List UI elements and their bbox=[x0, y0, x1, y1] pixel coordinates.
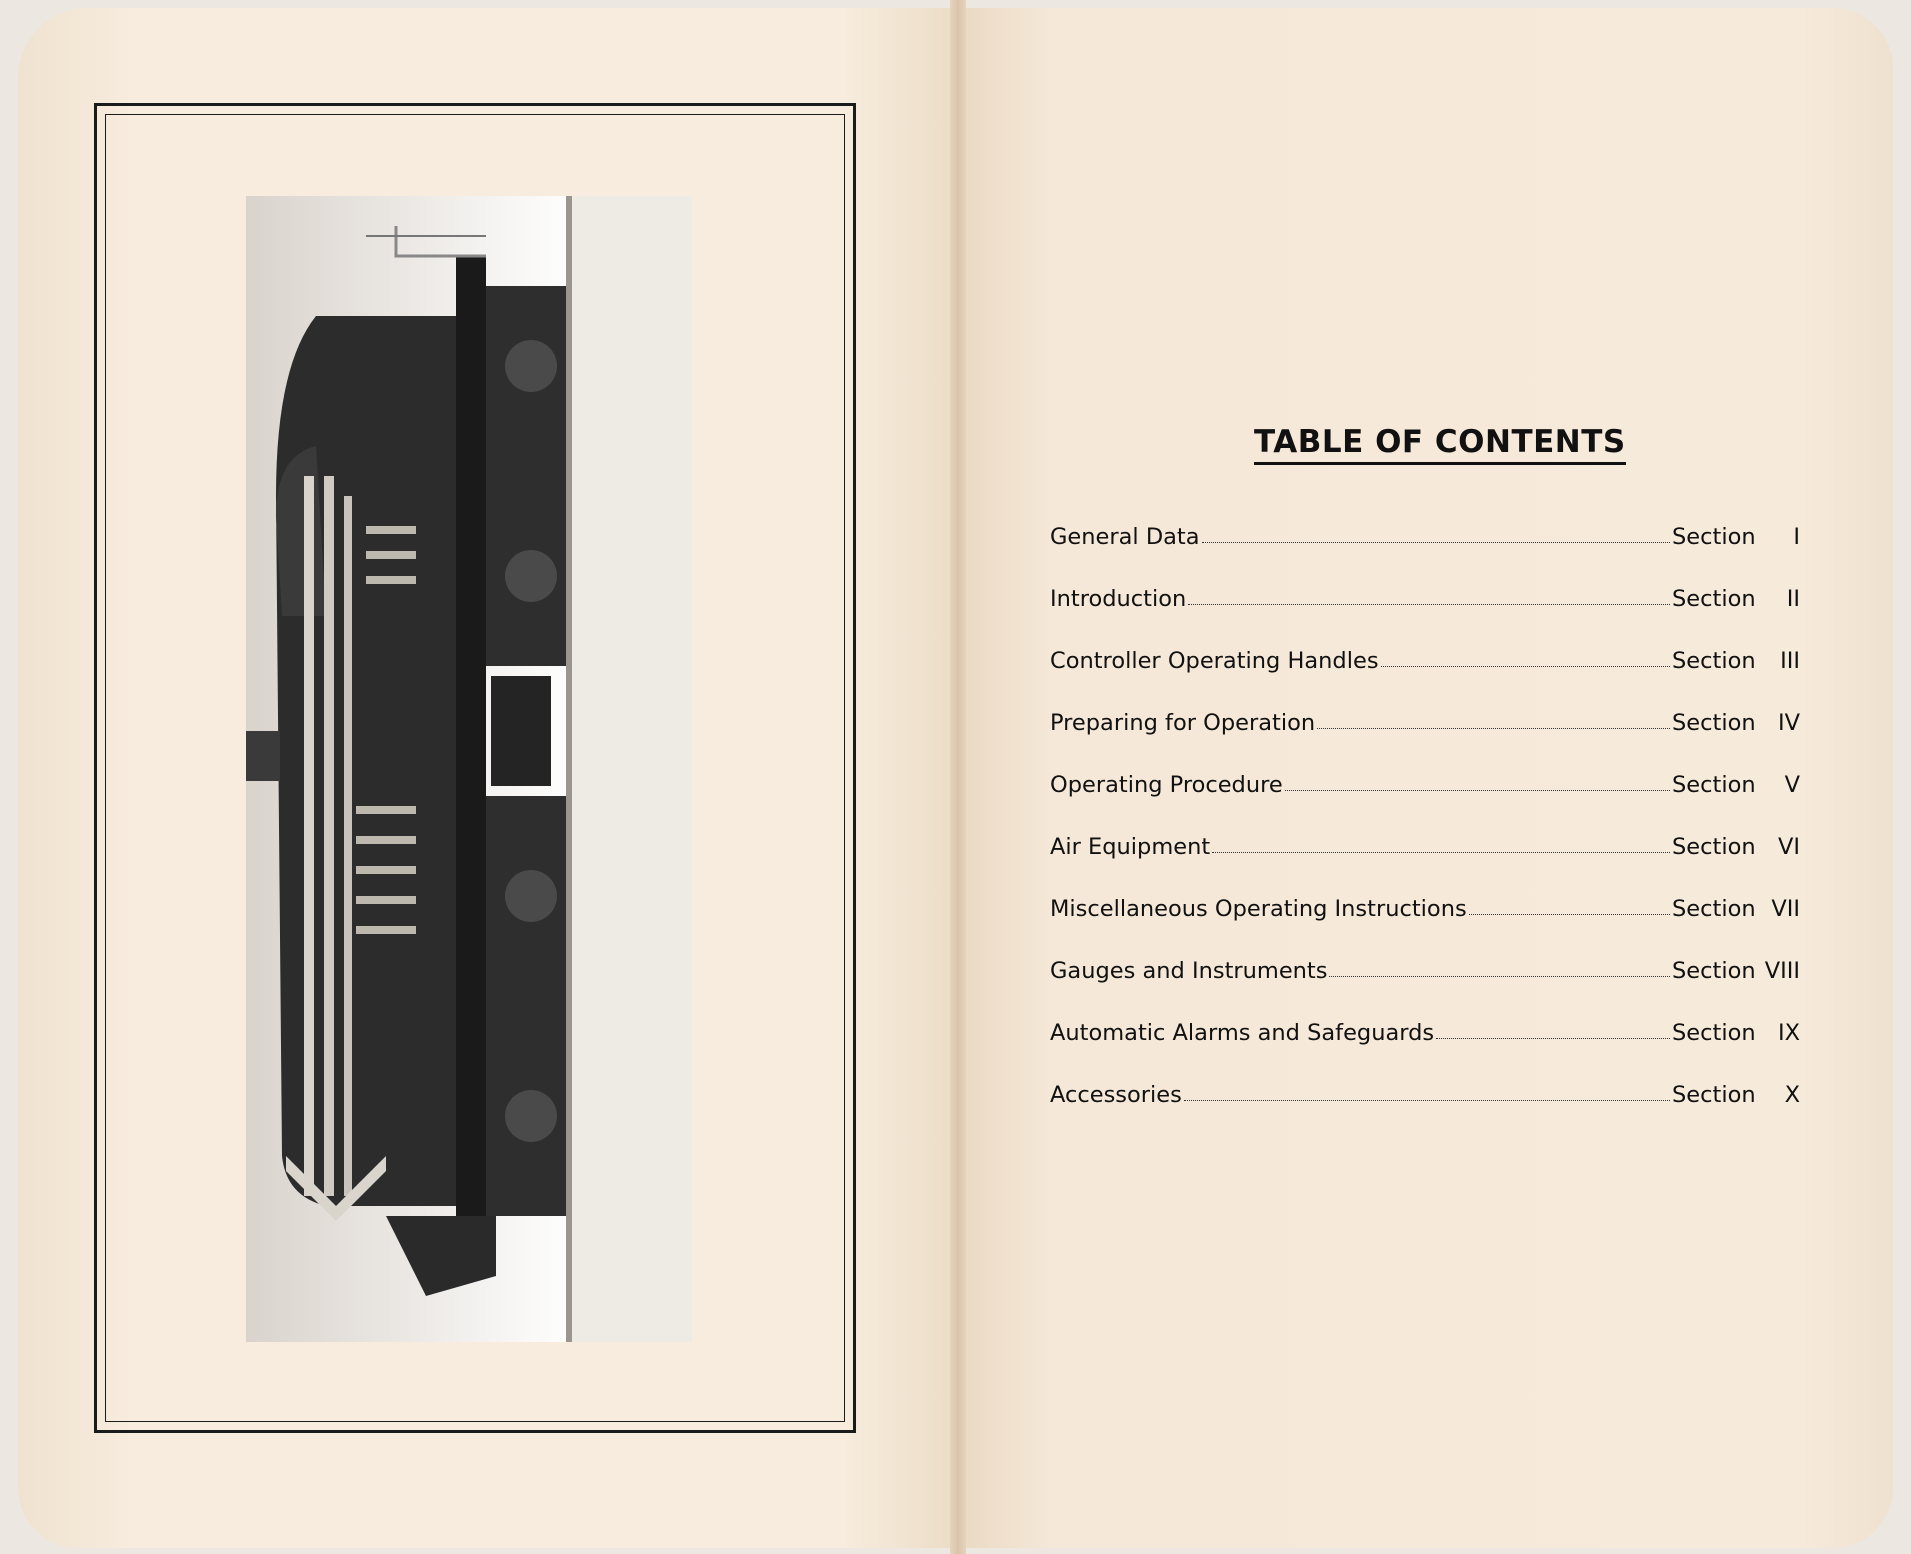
toc-entry bbox=[1050, 634, 1800, 674]
toc-dot-leader bbox=[1285, 790, 1670, 791]
toc-entry-label: Controller Operating Handles bbox=[1050, 648, 1379, 674]
toc-entry-section-number: V bbox=[1784, 772, 1800, 798]
toc-title: TABLE OF CONTENTS bbox=[1254, 424, 1626, 465]
toc-entry-label: Operating Procedure bbox=[1050, 772, 1283, 798]
toc-entry-section-number: I bbox=[1793, 524, 1800, 550]
toc-dot-leader bbox=[1184, 1100, 1670, 1101]
toc-dot-leader bbox=[1317, 728, 1670, 729]
toc-entry-section-word: Section bbox=[1672, 896, 1756, 922]
toc-entry-label: General Data bbox=[1050, 524, 1200, 550]
toc-entry-section-word: Section bbox=[1672, 772, 1756, 798]
toc-entry-section-number: X bbox=[1784, 1082, 1800, 1108]
toc-entry-label: Gauges and Instruments bbox=[1050, 958, 1328, 984]
toc-entry bbox=[1050, 758, 1800, 798]
toc-entry-label: Preparing for Operation bbox=[1050, 710, 1316, 736]
toc-entry bbox=[1050, 820, 1800, 860]
book-gutter bbox=[950, 0, 966, 1554]
toc-dot-leader bbox=[1436, 1038, 1670, 1039]
toc-entry-section-number: IX bbox=[1777, 1020, 1800, 1046]
toc-entry-section-word: Section bbox=[1672, 834, 1756, 860]
toc-entry bbox=[1050, 944, 1800, 984]
toc-entry bbox=[1050, 572, 1800, 612]
toc-dot-leader bbox=[1202, 542, 1670, 543]
toc-entry-section-word: Section bbox=[1672, 524, 1756, 550]
toc-entry-label: Automatic Alarms and Safeguards bbox=[1050, 1020, 1435, 1046]
toc-entry-section-number: VII bbox=[1771, 896, 1800, 922]
toc-entry-section-word: Section bbox=[1672, 710, 1756, 736]
toc-entry-section-number: II bbox=[1786, 586, 1800, 612]
toc-entry-section-word: Section bbox=[1672, 586, 1756, 612]
toc-entry bbox=[1050, 696, 1800, 736]
toc-entry bbox=[1050, 1068, 1800, 1108]
toc-entry-label: Introduction bbox=[1050, 586, 1187, 612]
toc-entry-label: Accessories bbox=[1050, 1082, 1182, 1108]
toc-entry-section-number: IV bbox=[1777, 710, 1800, 736]
toc-entry bbox=[1050, 510, 1800, 550]
locomotive-illustration bbox=[246, 196, 692, 1342]
toc-entry-section-word: Section bbox=[1672, 958, 1756, 984]
toc-entry-section-word: Section bbox=[1672, 648, 1756, 674]
toc-entry-section-number: III bbox=[1780, 648, 1800, 674]
toc-dot-leader bbox=[1381, 666, 1670, 667]
toc-entry bbox=[1050, 1006, 1800, 1046]
toc-entry-section-number: VI bbox=[1777, 834, 1800, 860]
locomotive-photo bbox=[246, 196, 692, 1342]
toc-dot-leader bbox=[1469, 914, 1670, 915]
toc-dot-leader bbox=[1188, 604, 1670, 605]
toc-entry-label: Miscellaneous Operating Instructions bbox=[1050, 896, 1467, 922]
toc-entry bbox=[1050, 882, 1800, 922]
toc-entry-section-number: VIII bbox=[1764, 958, 1800, 984]
toc-entry-section-word: Section bbox=[1672, 1082, 1756, 1108]
toc-dot-leader bbox=[1212, 852, 1670, 853]
toc-entry-section-word: Section bbox=[1672, 1020, 1756, 1046]
toc-entry-label: Air Equipment bbox=[1050, 834, 1211, 860]
toc-dot-leader bbox=[1329, 976, 1670, 977]
